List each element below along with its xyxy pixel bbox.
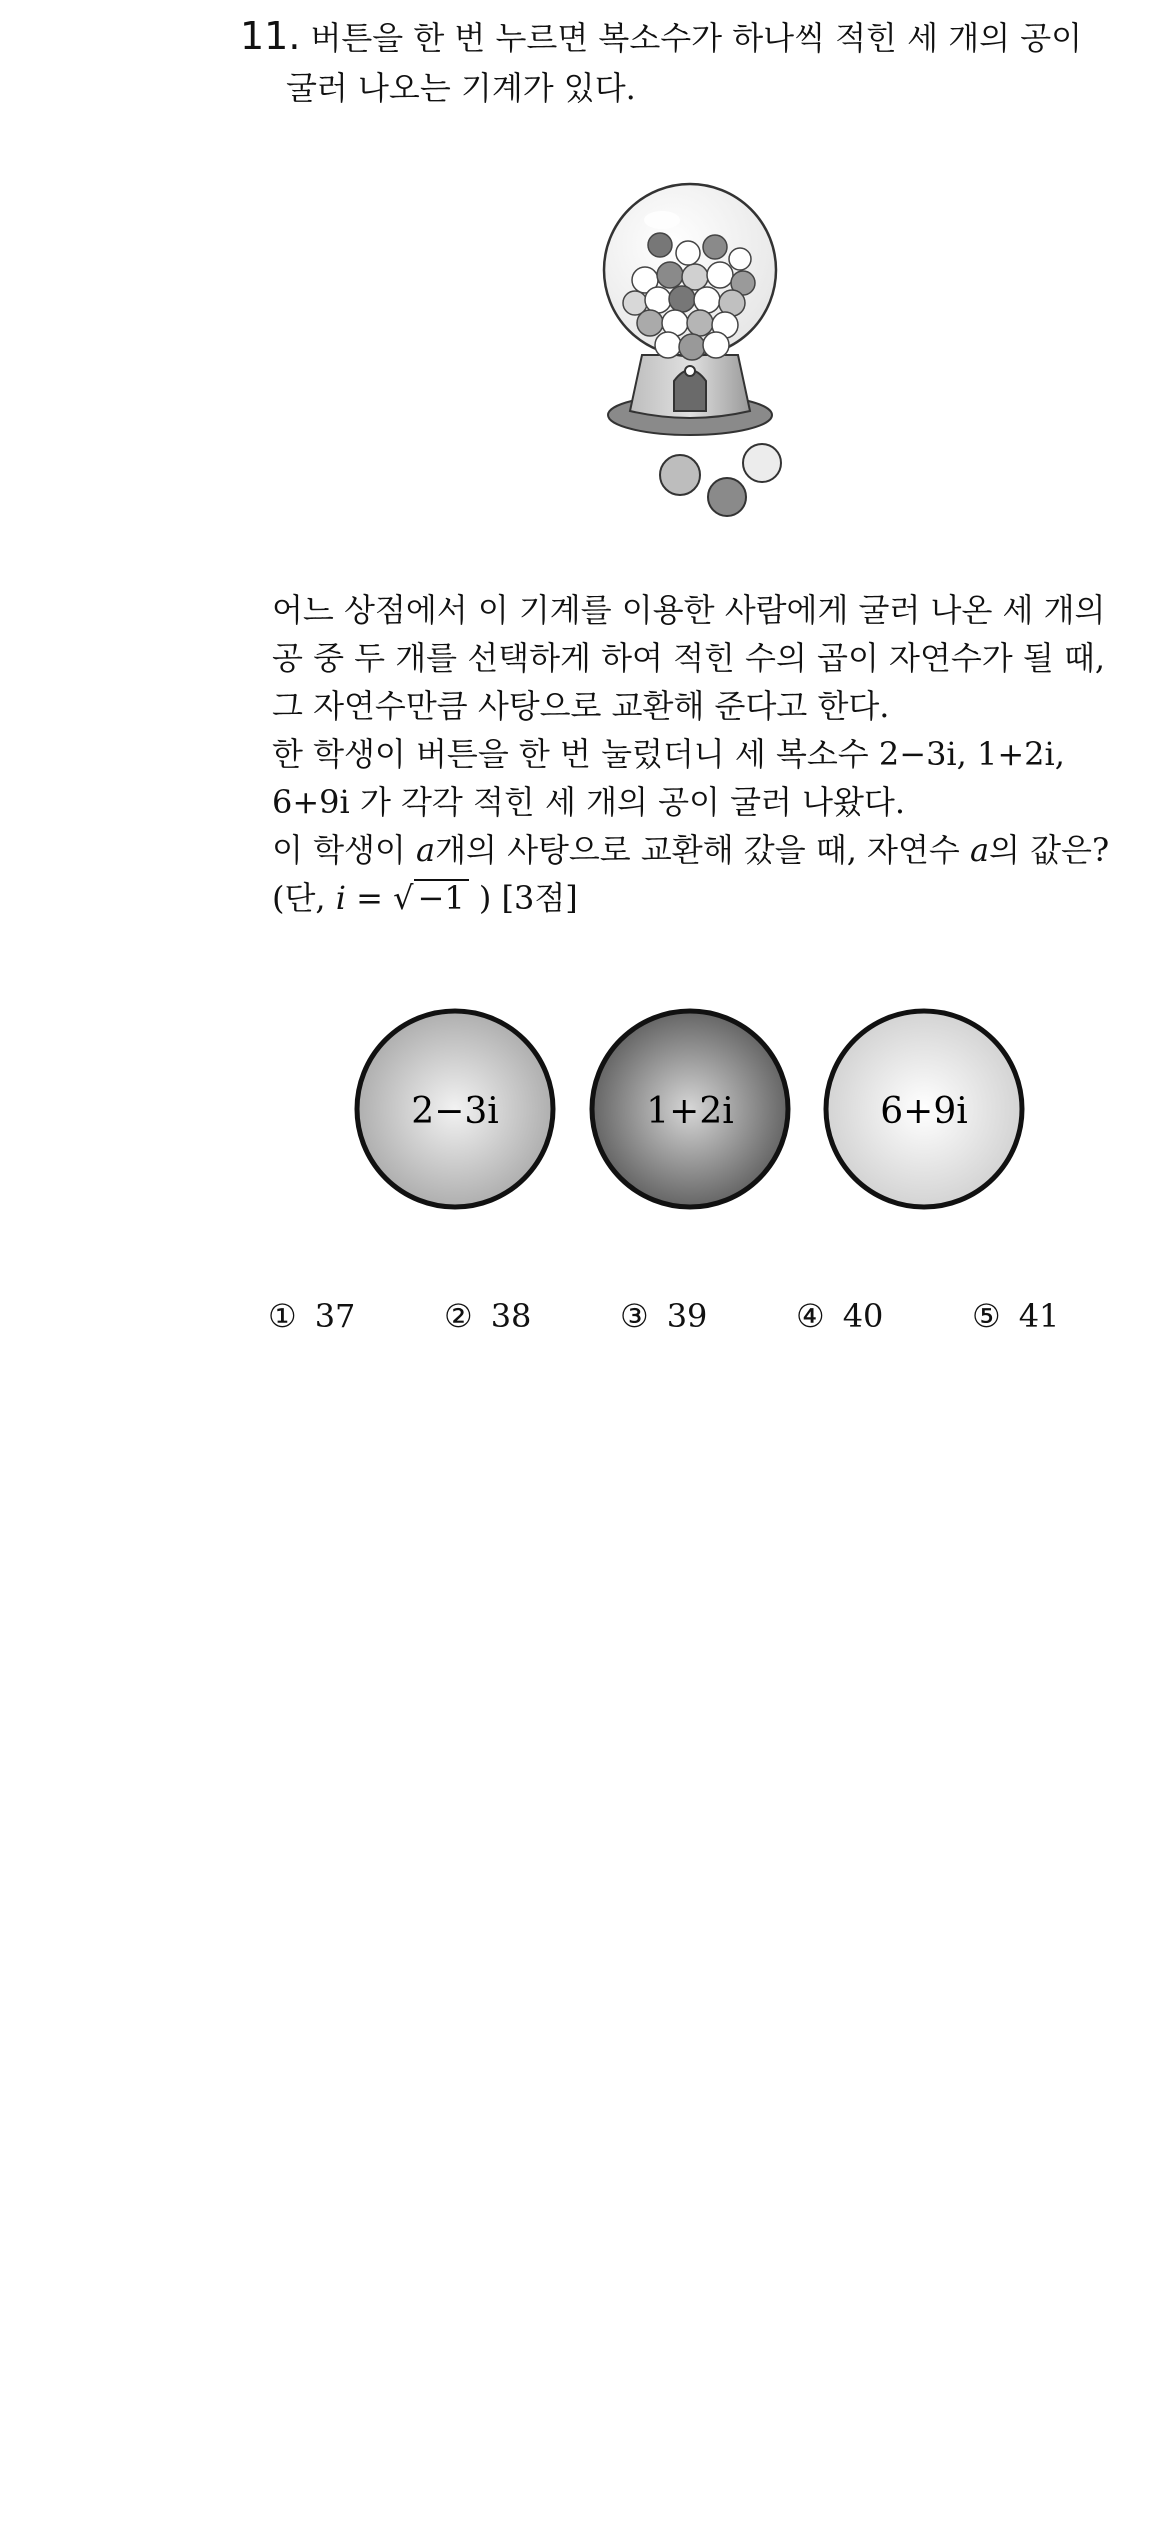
choice-value: 40 bbox=[842, 1297, 884, 1335]
passage-text: 개의 사탕으로 교환해 갔을 때, 자연수 bbox=[435, 831, 960, 869]
choice-value: 38 bbox=[490, 1297, 532, 1335]
imaginary-unit: i bbox=[335, 879, 346, 917]
choice-mark: ⑤ bbox=[972, 1297, 1001, 1335]
choice-mark: ① bbox=[268, 1297, 297, 1335]
passage-line: 어느 상점에서 이 기계를 이용한 사람에게 굴러 나온 세 개의 bbox=[272, 591, 1106, 629]
choice-mark: ③ bbox=[620, 1297, 649, 1335]
choice-3[interactable] bbox=[620, 1292, 707, 1340]
question-intro-line1: 버튼을 한 번 누르면 복소수가 하나씩 적힌 세 개의 공이 bbox=[310, 19, 1083, 57]
passage-line: 그 자연수만큼 사탕으로 교환해 준다고 한다. bbox=[272, 687, 890, 725]
gumball-machine-illustration bbox=[590, 175, 820, 520]
ball-3-label: 6+9i bbox=[880, 1091, 968, 1132]
passage-text: 한 학생이 버튼을 한 번 눌렀더니 세 복소수 bbox=[272, 735, 869, 773]
question-header bbox=[240, 12, 1120, 62]
choice-value: 39 bbox=[666, 1297, 708, 1335]
choice-value: 41 bbox=[1018, 1297, 1060, 1335]
ball-1-label: 2−3i bbox=[411, 1091, 499, 1132]
complex-number-balls bbox=[352, 1004, 1052, 1219]
passage-line bbox=[272, 826, 1132, 874]
passage-line: 한 학생이 버튼을 한 번 눌렀더니 세 복소수 2−3i, 1+2i, bbox=[272, 735, 1065, 773]
complex-number-3: 6+9i bbox=[272, 783, 350, 821]
question-intro-line2: 굴러 나오는 기계가 있다. bbox=[286, 69, 636, 107]
equals-sign: = bbox=[356, 879, 383, 917]
choice-mark: ④ bbox=[796, 1297, 825, 1335]
passage-text: 가 각각 적힌 세 개의 공이 굴러 나왔다. bbox=[359, 783, 905, 821]
passage-line: 공 중 두 개를 선택하게 하여 적힌 수의 곱이 자연수가 될 때, bbox=[272, 639, 1106, 677]
variable-a: a bbox=[416, 831, 436, 869]
variable-a: a bbox=[969, 831, 990, 869]
passage-line: (단, i = √ −1 ) [3점] bbox=[272, 879, 578, 917]
ball-2-label: 1+2i bbox=[646, 1091, 734, 1132]
choice-2[interactable] bbox=[444, 1292, 531, 1340]
sqrt-radicand: −1 bbox=[414, 879, 469, 915]
choice-value: 37 bbox=[314, 1297, 356, 1335]
choice-mark: ② bbox=[444, 1297, 473, 1335]
complex-number-2: 1+2i bbox=[977, 735, 1055, 773]
note-open: (단, bbox=[272, 879, 326, 917]
passage-text: 의 값은? bbox=[989, 831, 1110, 869]
passage-text: 이 학생이 bbox=[272, 831, 406, 869]
note-close: ) [3점] bbox=[478, 879, 578, 917]
question-number: 11. bbox=[240, 14, 301, 58]
choice-5[interactable] bbox=[972, 1292, 1059, 1340]
problem-passage bbox=[272, 586, 1132, 922]
complex-number-1: 2−3i bbox=[878, 735, 957, 773]
choice-1[interactable] bbox=[268, 1292, 355, 1340]
passage-line bbox=[272, 778, 1132, 826]
choice-4[interactable] bbox=[796, 1292, 883, 1340]
